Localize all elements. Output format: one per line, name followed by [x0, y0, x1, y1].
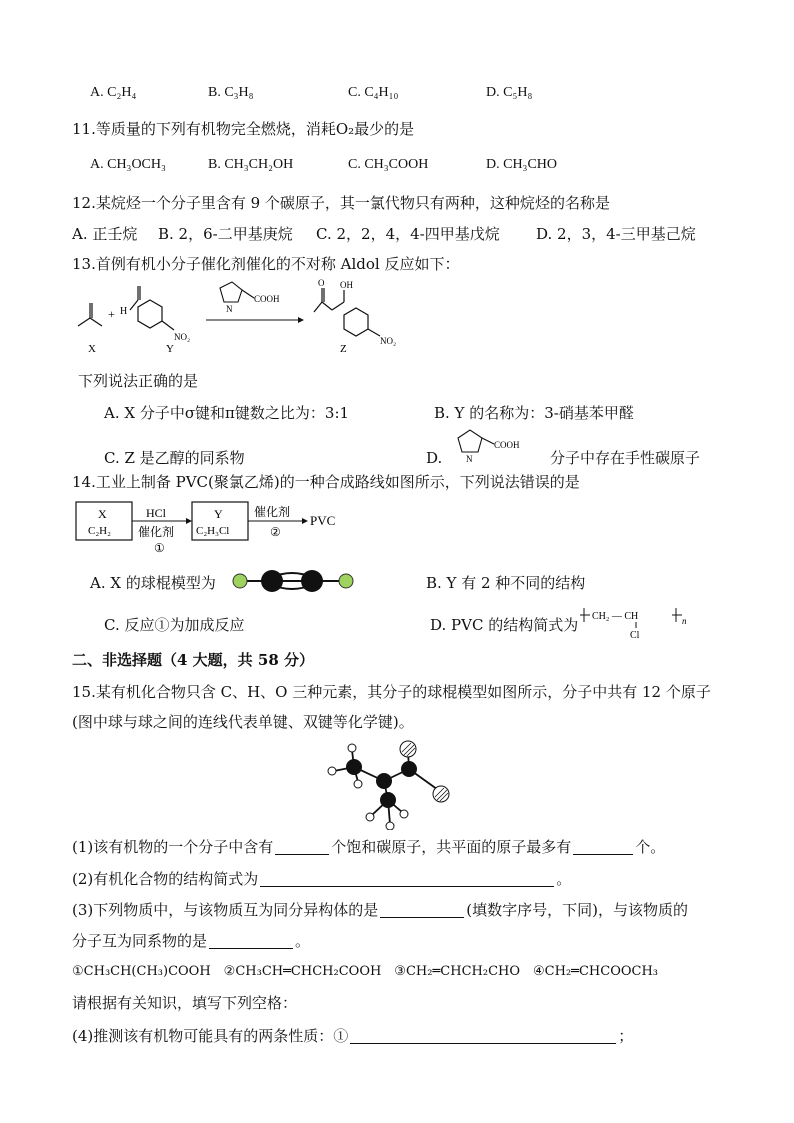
answer-blank-structure[interactable]	[260, 870, 554, 887]
q14-option-b: B. Y 有 2 种不同的结构	[426, 574, 586, 592]
pvc-n: n	[682, 616, 687, 626]
answer-blank-homolog[interactable]	[209, 932, 293, 949]
answer-blank-property-1[interactable]	[350, 1027, 616, 1044]
q15-part-2: (2)有机化合物的结构简式为 。	[72, 870, 572, 888]
plus-sign: +	[108, 307, 115, 321]
flow-step-1: ①	[154, 541, 165, 555]
q13-option-d: D.	[426, 449, 443, 467]
flow-catalyst-1: 催化剂	[138, 525, 175, 539]
q13-stem: 13.首例有机小分子催化剂催化的不对称 Aldol 反应如下：	[72, 255, 460, 273]
pvc-main: CH₂ — CH	[592, 611, 639, 622]
molecule-z	[314, 288, 380, 336]
flow-hcl: HCl	[146, 506, 167, 520]
aldol-reaction-scheme	[70, 278, 430, 358]
q15-stem-line-1: 15.某有机化合物只含 C、H、O 三种元素，其分子的球棍模型如图所示，分子中共有 12 个原子	[72, 683, 711, 701]
q15-part-1: (1)该有机物的一个分子中含有 个饱和碳原子，共平面的原子最多有 个。	[72, 838, 666, 856]
flow-catalyst-2: 催化剂	[254, 505, 291, 519]
label-y-no2: NO₂	[174, 332, 191, 342]
flow-pvc: PVC	[310, 513, 336, 528]
q11-option-a: A. CH₃OCH₃	[90, 157, 166, 172]
q12-option-b: B. 2，6-二甲基庚烷	[158, 225, 293, 243]
q15-stem-line-2: (图中球与球之间的连线代表单键、双键等化学键)。	[72, 713, 414, 731]
label-z-no2: NO₂	[380, 336, 397, 346]
flow-y: Y	[214, 507, 223, 521]
q15-part-3-cont: 分子互为同系物的是 。	[72, 932, 311, 950]
q12-option-c: C. 2，2，4，4-四甲基戊烷	[316, 225, 500, 243]
q10-option-d: D. C₅H₈	[486, 85, 533, 100]
q10-option-c: C. C₄H₁₀	[348, 85, 399, 100]
q15-part-3: (3)下列物质中，与该物质互为同分异构体的是 (填数字序号，下同)，与该物质的	[72, 901, 688, 919]
q14-stem: 14.工业上制备 PVC(聚氯乙烯)的一种合成路线如图所示，下列说法错误的是	[72, 473, 580, 491]
q14-option-c: C. 反应①为加成反应	[104, 616, 245, 634]
flow-c2h3cl: C₂H₃Cl	[196, 525, 230, 537]
pvc-synthesis-flow	[74, 498, 374, 558]
q12-option-a: A. 正壬烷	[72, 225, 138, 243]
q14-option-a: A. X 的球棍模型为	[90, 574, 216, 592]
pvc-structure	[580, 602, 700, 640]
q15-part-4: (4)推测该有机物可能具有的两条性质：① ；	[72, 1027, 634, 1045]
section-2-heading: 二、非选择题（4 大题，共 58 分）	[72, 651, 314, 669]
flow-step-2: ②	[270, 525, 281, 539]
label-x: X	[88, 343, 96, 355]
q13-prompt: 下列说法正确的是	[78, 372, 199, 390]
label-z-oh: OH	[340, 280, 353, 290]
q14-option-d: D. PVC 的结构简式为	[430, 616, 579, 634]
answer-blank-coplanar-atoms[interactable]	[573, 838, 633, 855]
molecule-x	[78, 303, 102, 326]
label-y: Y	[166, 343, 174, 355]
q13-option-b: B. Y 的名称为：3-硝基苯甲醛	[434, 404, 634, 422]
q11-option-b: B. CH₃CH₂OH	[208, 157, 294, 172]
label-z-o: O	[318, 278, 325, 288]
q10-option-b: B. C₃H₈	[208, 85, 254, 100]
q13-option-c: C. Z 是乙醇的同系物	[104, 449, 245, 467]
label-z: Z	[340, 343, 347, 355]
catalyst-proline	[220, 282, 254, 302]
q10-option-a: A. C₂H₄	[90, 85, 137, 100]
molecule-ball-stick-model	[320, 738, 470, 830]
q15-choices: ①CH₃CH(CH₃)COOH ②CH₃CH═CHCH₂COOH ③CH₂═CHCH₂CHO ④CH₂═CHCOOCH₃	[72, 964, 659, 979]
q12-stem: 12.某烷烃一个分子里含有 9 个碳原子，其一氯代物只有两种，这种烷烃的名称是	[72, 194, 610, 212]
answer-blank-saturated-carbon[interactable]	[275, 838, 329, 855]
flow-c2h2: C₂H₂	[88, 525, 111, 537]
q12-option-d: D. 2，3，4-三甲基己烷	[536, 225, 696, 243]
label-cat-cooh: COOH	[254, 294, 280, 304]
proline-n: N	[466, 454, 473, 464]
q13-option-a: A. X 分子中σ键和π键数之比为：3:1	[104, 404, 350, 422]
label-cat-n: N	[226, 304, 233, 314]
q11-option-c: C. CH₃COOH	[348, 157, 429, 172]
q11-option-d: D. CH₃CHO	[486, 157, 557, 172]
proline-structure	[452, 424, 530, 464]
flow-x: X	[98, 507, 107, 521]
answer-blank-isomer[interactable]	[380, 901, 464, 918]
acetylene-ball-stick-model	[230, 566, 356, 596]
molecule-y	[130, 286, 174, 330]
label-y-h: H	[120, 306, 128, 317]
q11-stem: 11.等质量的下列有机物完全燃烧，消耗O₂最少的是	[72, 120, 415, 138]
pvc-cl: Cl	[630, 630, 640, 640]
proline-cooh: COOH	[494, 440, 520, 450]
q13-option-d-text: 分子中存在手性碳原子	[550, 449, 701, 467]
q15-hint: 请根据有关知识，填写下列空格：	[72, 994, 298, 1012]
